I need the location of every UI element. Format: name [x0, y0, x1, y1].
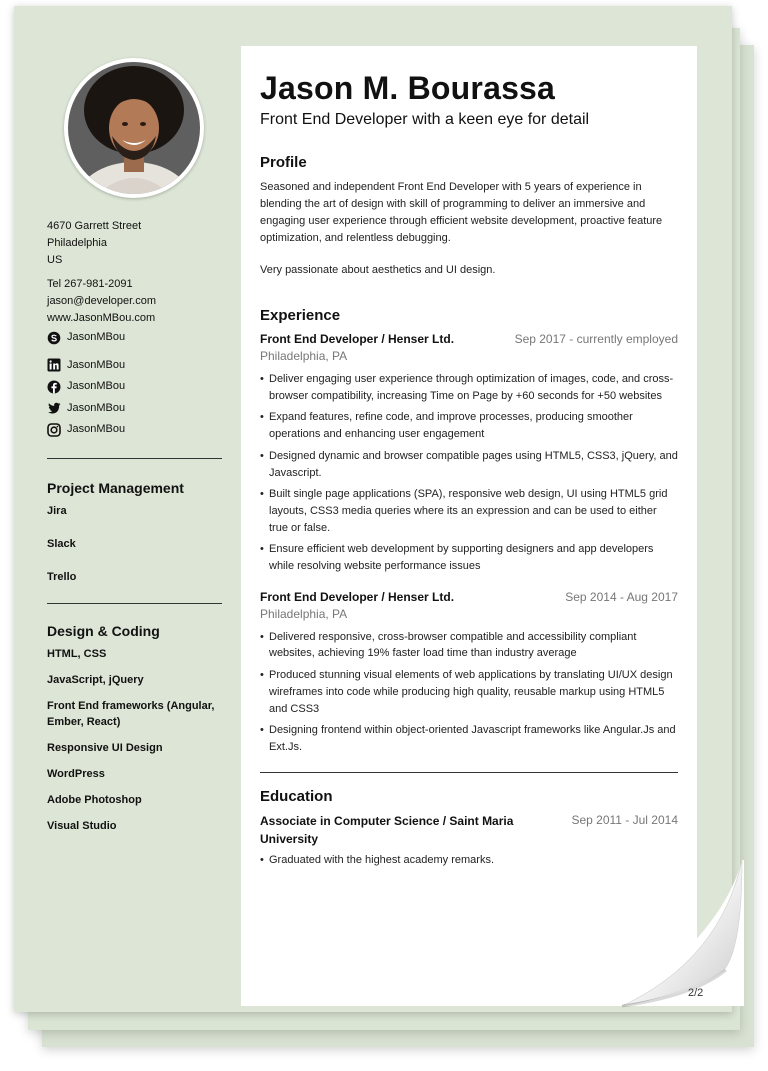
- phone-number: Tel 267-981-2091: [47, 278, 133, 290]
- skype-icon: [47, 331, 61, 345]
- instagram-icon: [47, 423, 61, 437]
- avatar: [68, 62, 200, 194]
- skype-handle: JasonMBou: [67, 331, 126, 344]
- profile-summary: Seasoned and independent Front End Developer with 5 years of experience in blending the art of design with skill of programming to deliver an immersive and engaging user experience through efficient website development, proactive feature optimization, and relentless debugging.: [260, 181, 663, 244]
- job-location: Philadelphia, PA: [260, 606, 348, 621]
- instagram-handle: JasonMBou: [67, 423, 126, 436]
- address-line-1: 4670 Garrett Street: [47, 220, 142, 232]
- skill-item: Responsive UI Design: [47, 741, 163, 754]
- skill-item: Front End frameworks (Angular, Ember, React): [47, 699, 215, 728]
- job-date: Sep 2014 - Aug 2017: [565, 589, 678, 604]
- page-curl-graphic: [574, 820, 768, 1020]
- sidebar-divider: [47, 458, 222, 459]
- experience-heading: Experience: [260, 307, 341, 324]
- website-link[interactable]: www.JasonMBou.com: [47, 312, 156, 324]
- candidate-headline: Front End Developer with a keen eye for detail: [260, 111, 590, 128]
- job-location: Philadelphia, PA: [260, 349, 348, 363]
- facebook-handle: JasonMBou: [67, 380, 126, 393]
- education-heading: Education: [260, 787, 333, 805]
- bullet-item: • Ensure efficient web development by supporting designers and app developers while resolving website performance issues: [260, 541, 678, 574]
- skill-item: Slack: [47, 537, 76, 550]
- job-bullets: [260, 371, 678, 575]
- skill-item: Trello: [47, 570, 77, 583]
- profile-summary-2: Very passionate about aesthetics and UI design.: [260, 264, 496, 276]
- profile-heading: Profile: [260, 154, 307, 171]
- bullet-item: • Produced stunning visual elements of web applications by translating UI/UX design wireframes into code while producing high quality, reusable markup using HTML5 and CSS3: [260, 667, 678, 717]
- bullet-item: • Designed dynamic and browser compatible pages using HTML5, CSS3, jQuery, and Javascript.: [260, 448, 678, 481]
- sidebar: [47, 218, 222, 834]
- social-skype[interactable]: [47, 327, 222, 349]
- page-number: 2/2: [688, 987, 704, 999]
- social-instagram[interactable]: [47, 419, 222, 441]
- skill-item: Jira: [47, 504, 67, 517]
- address-line-3: US: [47, 254, 63, 266]
- twitter-handle: JasonMBou: [67, 401, 126, 414]
- education-date: Sep 2011 - Jul 2014: [571, 812, 678, 827]
- skill-item: Visual Studio: [47, 819, 117, 832]
- bullet-item: • Graduated with the highest academy remarks.: [260, 852, 678, 869]
- bullet-item: • Deliver engaging user experience through optimization of images, code, and cross-browser compatibility, increasing Time on Page by +60 seconds for +50 websites: [260, 371, 678, 404]
- candidate-name: Jason M. Bourassa: [260, 70, 556, 106]
- job-title: Front End Developer / Henser Ltd.: [260, 589, 455, 604]
- linkedin-handle: JasonMBou: [67, 358, 126, 371]
- social-twitter[interactable]: [47, 398, 222, 420]
- skill-item: HTML, CSS: [47, 647, 107, 660]
- job-title: Front End Developer / Henser Ltd.: [260, 332, 455, 346]
- address-line-2: Philadelphia: [47, 237, 107, 249]
- skill-item: WordPress: [47, 767, 105, 780]
- profile-photo: [64, 58, 204, 198]
- sidebar-divider: [47, 603, 222, 604]
- bullet-item: • Expand features, refine code, and improve processes, producing smoother operations and enhancing user engagement: [260, 409, 678, 442]
- social-linkedin[interactable]: [47, 355, 222, 377]
- project-management-heading: Project Management: [47, 479, 184, 496]
- job-entry: [260, 589, 678, 756]
- bullet-item: • Built single page applications (SPA), responsive web design, UI using HTML5 grid layouts, CSS3 media queries where its an expression and can be used to either true or false.: [260, 486, 678, 536]
- social-facebook[interactable]: [47, 376, 222, 398]
- bullet-item: • Designing frontend within object-oriented Javascript frameworks like Angular.Js and Ext.Js.: [260, 722, 678, 755]
- bullet-item: • Delivered responsive, cross-browser compatible and accessibility compliant websites, achieving 19% faster load time than industry average: [260, 629, 678, 662]
- job-bullets: [260, 629, 678, 756]
- design-coding-heading: Design & Coding: [47, 622, 160, 639]
- section-divider: [260, 772, 678, 773]
- degree-title: Associate in Computer Science / Saint Maria University: [260, 813, 514, 846]
- email-link[interactable]: jason@developer.com: [47, 295, 157, 307]
- linkedin-icon: [47, 358, 61, 372]
- facebook-icon: [47, 380, 61, 394]
- skill-item: Adobe Photoshop: [47, 793, 142, 806]
- skill-item: JavaScript, jQuery: [47, 673, 144, 686]
- job-entry: [260, 331, 678, 575]
- twitter-icon: [47, 401, 61, 415]
- job-date: Sep 2017 - currently employed: [514, 332, 678, 346]
